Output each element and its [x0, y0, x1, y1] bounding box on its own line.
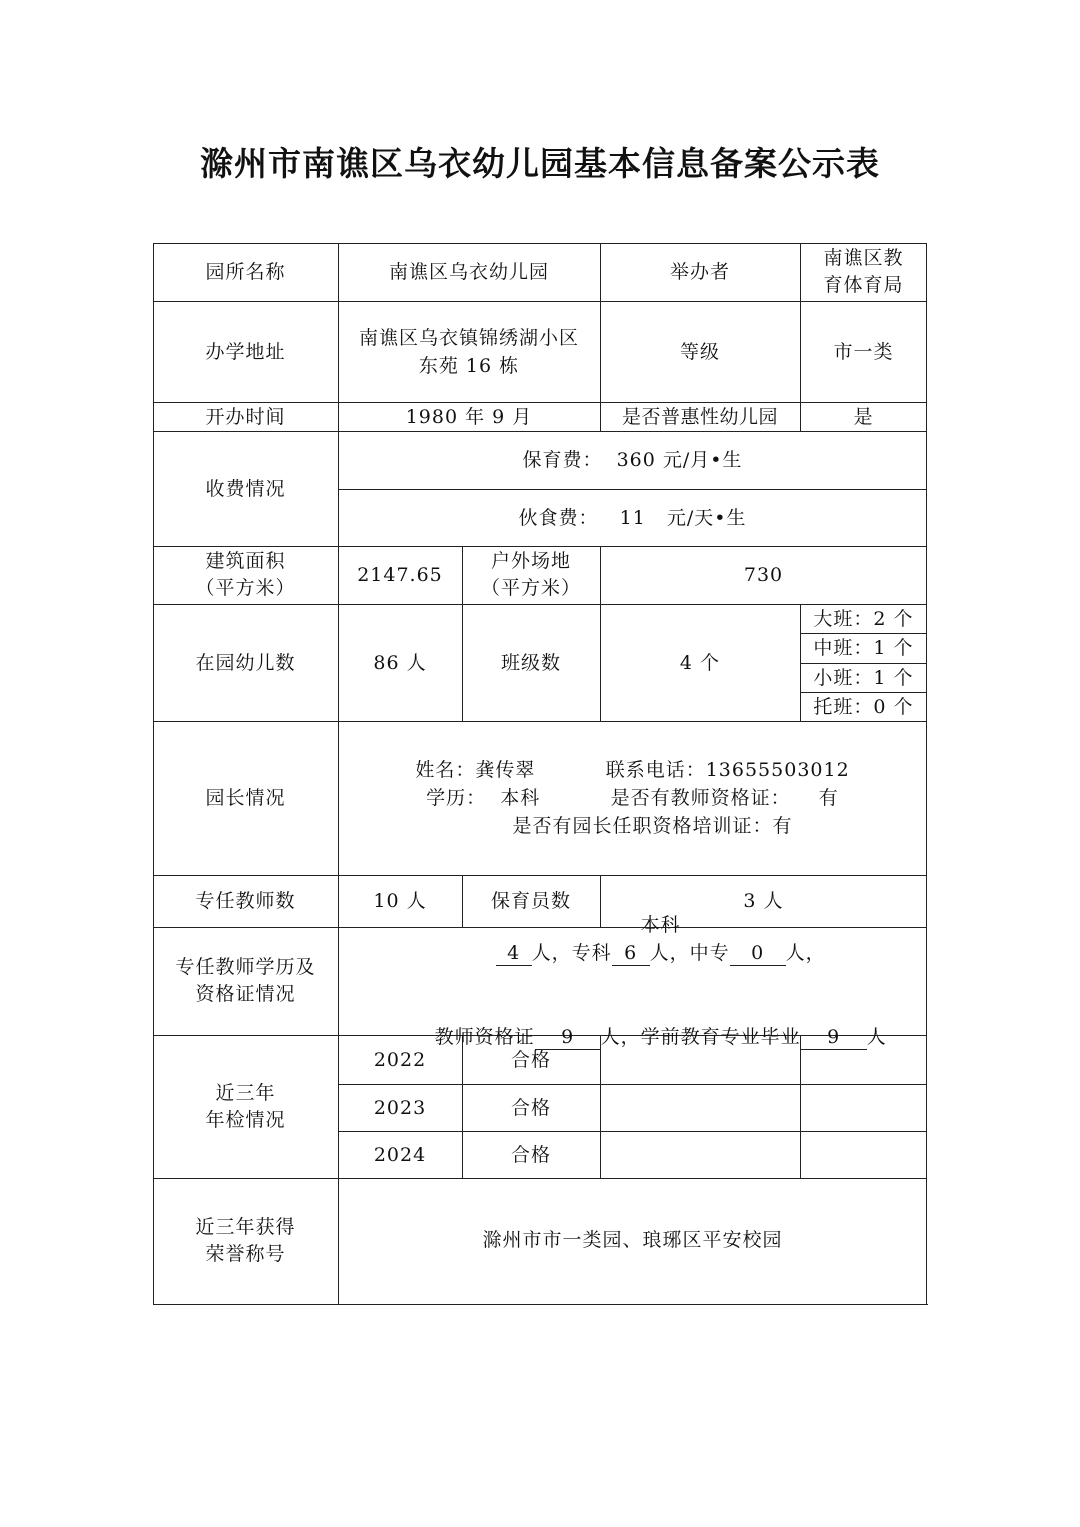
- address-label: 办学地址: [205, 340, 286, 363]
- teacher-education-info: 本科 4 人，专科 6 人，中专 0 人， 教师资格证 9 人，学前教育专业毕业 9 人: [434, 914, 887, 1048]
- children-value: 86 人: [373, 651, 427, 674]
- principal-line-2: 学历： 本科 是否有教师资格证： 有: [426, 787, 839, 809]
- grade-value: 市一类: [833, 340, 894, 363]
- inspection-year: 2023: [373, 1096, 427, 1119]
- address-value: 南谯区乌衣镇锦绣湖小区 东苑 16 栋: [358, 326, 579, 377]
- founded-label: 开办时间: [205, 405, 286, 428]
- kindergarten-name-value: 南谯区乌衣幼儿园: [388, 261, 549, 283]
- junior-college-count: 6: [612, 941, 650, 966]
- class-breakdown-item: 小班：1 个: [813, 666, 914, 689]
- building-area-label: 建筑面积 （平方米）: [195, 550, 296, 599]
- principal-info: [338, 721, 927, 875]
- kindergarten-name-label: 园所名称: [205, 261, 286, 283]
- outdoor-area-label: 户外场地 （平方米）: [480, 550, 581, 599]
- info-table: [153, 243, 927, 1305]
- inspection-result: 合格: [510, 1048, 551, 1071]
- class-count-label: 班级数: [500, 651, 561, 674]
- honors-label: 近三年获得 荣誉称号: [195, 1216, 296, 1265]
- inspection-label: 近三年 年检情况: [205, 1081, 286, 1131]
- teacher-count-value: 10 人: [373, 890, 427, 912]
- building-area-value: 2147.65: [357, 564, 443, 586]
- outdoor-area-value: 730: [743, 564, 784, 586]
- sponsor-value: 南谯区教 育体育局: [823, 247, 904, 296]
- children-label: 在园幼儿数: [195, 651, 296, 674]
- class-breakdown-item: 中班：1 个: [813, 637, 914, 659]
- nurse-count-value: 3 人: [743, 890, 784, 912]
- principal-line-1: 姓名：龚传翠 联系电话：13655503012: [415, 759, 850, 781]
- inclusive-label: 是否普惠性幼儿园: [621, 405, 778, 428]
- class-count-value: 4 个: [679, 651, 721, 674]
- principal-line-3: 是否有园长任职资格培训证：有: [512, 815, 793, 837]
- class-breakdown-item: 大班：2 个: [813, 607, 914, 630]
- teacher-cert-count: 9: [535, 1025, 601, 1050]
- inclusive-value: 是: [853, 405, 874, 428]
- grade-label: 等级: [679, 340, 720, 363]
- inspection-result: 合格: [510, 1096, 551, 1119]
- inspection-year: 2022: [373, 1048, 427, 1071]
- inspection-result: 合格: [510, 1143, 551, 1166]
- preschool-major-count: 9: [801, 1025, 867, 1050]
- nurse-count-label: 保育员数: [490, 890, 571, 912]
- page-title: 滁州市南谯区乌衣幼儿园基本信息备案公示表: [200, 144, 880, 183]
- teacher-education-label: 专任教师学历及 资格证情况: [175, 956, 316, 1005]
- honors-value: 滁州市市一类园、琅琊区平安校园: [482, 1229, 783, 1251]
- bachelor-count: 4: [496, 941, 532, 966]
- sponsor-label: 举办者: [669, 261, 730, 283]
- teacher-count-label: 专任教师数: [195, 890, 296, 912]
- care-fee: 保育费： 360 元/月•生: [522, 449, 743, 471]
- principal-label: 园长情况: [205, 787, 286, 809]
- meal-fee: 伙食费： 11 元/天•生: [518, 506, 747, 529]
- class-breakdown-item: 托班：0 个: [813, 695, 914, 718]
- secondary-count: 0: [730, 941, 786, 966]
- founded-value: 1980 年 9 月: [405, 405, 533, 428]
- inspection-year: 2024: [373, 1143, 427, 1166]
- fees-label: 收费情况: [205, 477, 286, 500]
